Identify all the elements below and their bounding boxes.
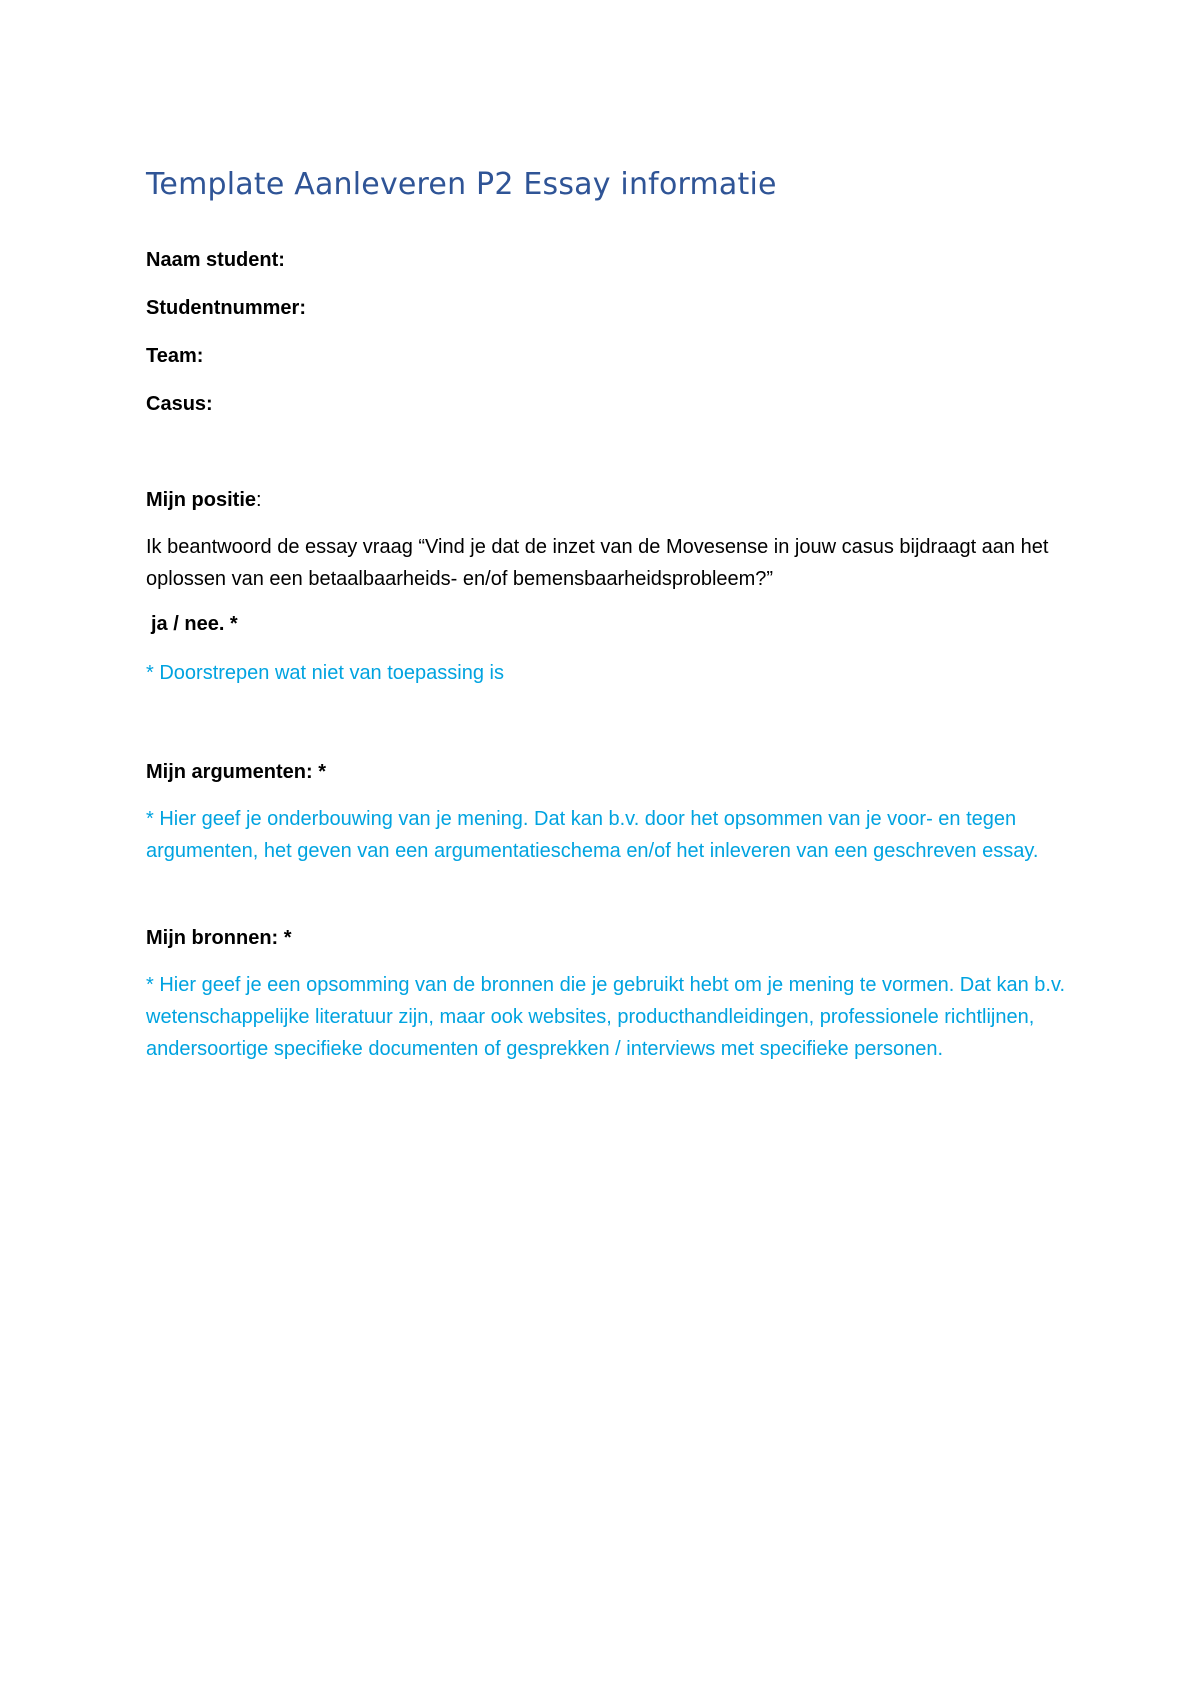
- field-studentnummer: Studentnummer:: [146, 296, 306, 319]
- field-naam-student: Naam student:: [146, 248, 285, 271]
- positie-heading-label: Mijn positie: [146, 488, 256, 511]
- bronnen-note: * Hier geef je een opsomming van de bronnen die je gebruikt hebt om je mening te vormen. Dat kan b.v. wetenschappelijke literatuur zijn, maar ook websites, producthandleidingen, professionele richtlijnen, andersoortige specifieke documenten of gesprekken / interviews met specifieke personen.: [146, 973, 1066, 1060]
- argumenten-note: * Hier geef je onderbouwing van je mening. Dat kan b.v. door het opsommen van je voor- en tegen argumenten, het geven van een argumentatieschema en/of het inleveren van een geschreven essay.: [146, 807, 1039, 862]
- document-title: Template Aanleveren P2 Essay informatie: [146, 167, 777, 202]
- positie-heading: [146, 487, 1066, 513]
- document-content: [146, 166, 1066, 1065]
- section-positie: [146, 487, 1066, 689]
- argumenten-heading: Mijn argumenten: *: [146, 760, 327, 783]
- positie-note: * Doorstrepen wat niet van toepassing is: [146, 661, 504, 684]
- section-argumenten: [146, 759, 1066, 867]
- positie-heading-colon: :: [256, 488, 262, 511]
- field-team: Team:: [146, 344, 204, 367]
- student-fields: [146, 247, 1066, 417]
- field-casus: Casus:: [146, 392, 213, 415]
- answer-ja-nee: ja / nee. *: [151, 612, 238, 635]
- bronnen-heading: Mijn bronnen: *: [146, 926, 292, 949]
- section-bronnen: [146, 925, 1066, 1065]
- essay-question: Ik beantwoord de essay vraag “Vind je dat de inzet van de Movesense in jouw casus bijdraagt aan het oplossen van een betaalbaarheids- en/of bemensbaarheidsprobleem?”: [146, 535, 1049, 590]
